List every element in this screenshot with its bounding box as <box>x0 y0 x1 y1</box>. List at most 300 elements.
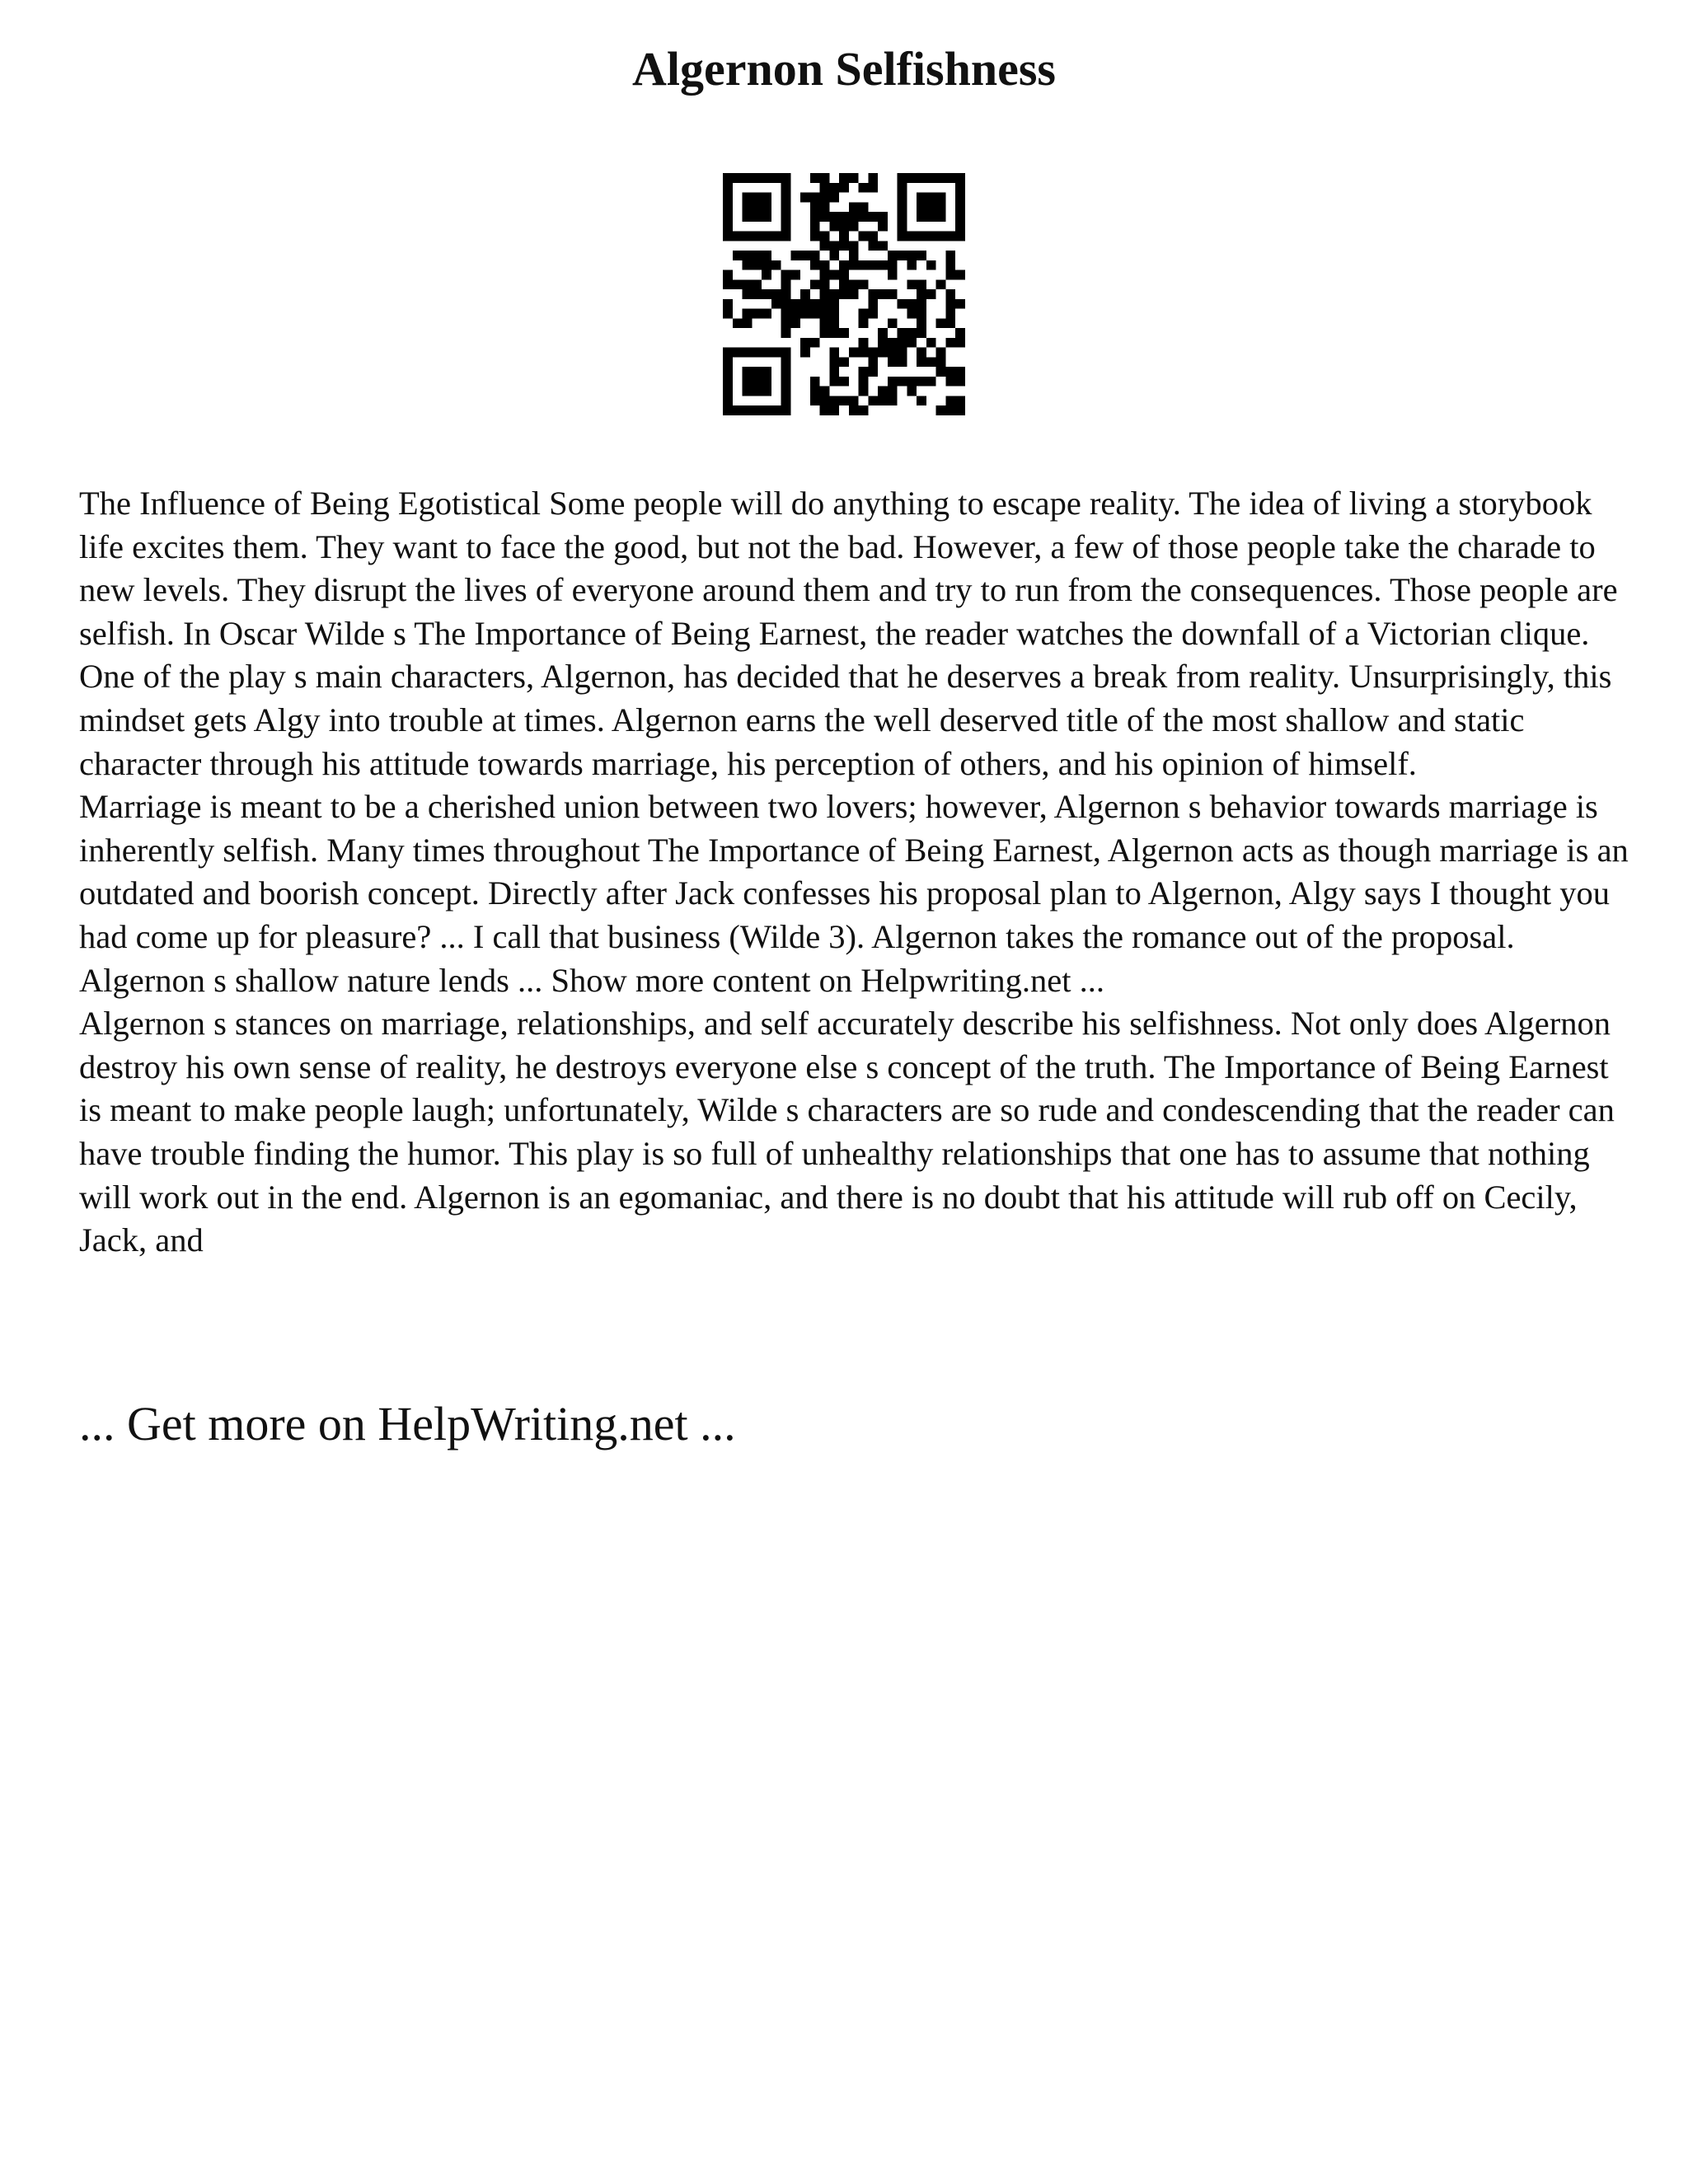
qr-module <box>888 357 898 367</box>
qr-module <box>752 212 762 222</box>
qr-module <box>945 251 955 260</box>
qr-module <box>898 348 907 358</box>
qr-module <box>752 377 762 387</box>
qr-module <box>790 270 800 280</box>
qr-module <box>762 367 771 377</box>
qr-module <box>936 212 946 222</box>
qr-module <box>878 289 888 299</box>
qr-module <box>829 241 839 251</box>
qr-module <box>829 183 839 193</box>
qr-module <box>829 328 839 338</box>
qr-module <box>820 260 830 270</box>
qr-module <box>790 318 800 328</box>
qr-module <box>810 387 820 396</box>
qr-module <box>723 377 733 387</box>
qr-module <box>945 318 955 328</box>
qr-module <box>810 279 820 289</box>
qr-module <box>820 279 830 289</box>
qr-module <box>733 173 743 183</box>
qr-module <box>829 299 839 309</box>
qr-module <box>878 396 888 405</box>
qr-module <box>790 309 800 319</box>
qr-module <box>849 279 859 289</box>
qr-module <box>878 212 888 222</box>
qr-module <box>820 289 830 299</box>
qr-module <box>723 183 733 193</box>
qr-module <box>936 357 946 367</box>
qr-module <box>723 348 733 358</box>
qr-module <box>752 367 762 377</box>
qr-module <box>955 232 965 241</box>
qr-module <box>898 251 907 260</box>
qr-module <box>829 318 839 328</box>
qr-module <box>868 367 878 377</box>
qr-module <box>898 299 907 309</box>
qr-module <box>829 357 839 367</box>
qr-module <box>829 377 839 387</box>
qr-module <box>800 338 810 348</box>
qr-module <box>917 173 926 183</box>
qr-module <box>762 348 771 358</box>
qr-module <box>723 357 733 367</box>
qr-module <box>743 260 753 270</box>
qr-module <box>859 338 869 348</box>
qr-module <box>781 183 791 193</box>
qr-module <box>907 279 917 289</box>
qr-module <box>829 348 839 358</box>
qr-module <box>790 299 800 309</box>
qr-module <box>762 387 771 396</box>
qr-module <box>907 338 917 348</box>
qr-module <box>839 212 849 222</box>
qr-module <box>771 232 781 241</box>
qr-module <box>829 251 839 260</box>
qr-module <box>829 309 839 319</box>
qr-module <box>733 348 743 358</box>
qr-module <box>907 328 917 338</box>
qr-module <box>752 260 762 270</box>
qr-module <box>945 232 955 241</box>
qr-module <box>771 348 781 358</box>
qr-module <box>839 328 849 338</box>
page-title: Algernon Selfishness <box>631 42 1056 96</box>
qr-module <box>820 328 830 338</box>
qr-module <box>849 251 859 260</box>
qr-module <box>839 260 849 270</box>
qr-module <box>849 241 859 251</box>
qr-module <box>839 270 849 280</box>
qr-module <box>936 279 946 289</box>
qr-module <box>898 357 907 367</box>
qr-module <box>781 212 791 222</box>
qr-module <box>839 396 849 405</box>
qr-module <box>781 309 791 319</box>
qr-module <box>859 202 869 212</box>
qr-module <box>810 309 820 319</box>
qr-module <box>781 289 791 299</box>
qr-module <box>839 279 849 289</box>
qr-module <box>820 396 830 405</box>
qr-module <box>810 377 820 387</box>
qr-module <box>810 260 820 270</box>
qr-module <box>926 357 936 367</box>
qr-module <box>762 193 771 203</box>
qr-module <box>936 232 946 241</box>
qr-module <box>926 232 936 241</box>
qr-module <box>743 251 753 260</box>
qr-module <box>839 241 849 251</box>
qr-module <box>723 299 733 309</box>
qr-module <box>868 173 878 183</box>
qr-module <box>917 251 926 260</box>
qr-module <box>907 387 917 396</box>
qr-module <box>743 212 753 222</box>
qr-module <box>810 338 820 348</box>
qr-module <box>810 173 820 183</box>
qr-module <box>800 289 810 299</box>
qr-module <box>917 377 926 387</box>
qr-module <box>820 318 830 328</box>
qr-module <box>917 212 926 222</box>
qr-module <box>839 289 849 299</box>
qr-module <box>868 357 878 367</box>
qr-code-icon <box>723 173 965 415</box>
qr-module <box>762 260 771 270</box>
qr-module <box>907 232 917 241</box>
qr-module <box>762 405 771 415</box>
qr-module <box>907 377 917 387</box>
qr-module <box>859 348 869 358</box>
qr-module <box>859 405 869 415</box>
qr-module <box>829 396 839 405</box>
qr-module <box>829 405 839 415</box>
qr-module <box>936 318 946 328</box>
qr-module <box>800 251 810 260</box>
qr-module <box>810 232 820 241</box>
qr-module <box>733 279 743 289</box>
qr-module <box>771 299 781 309</box>
qr-module <box>723 212 733 222</box>
qr-module <box>926 338 936 348</box>
qr-module <box>917 348 926 358</box>
qr-module <box>888 270 898 280</box>
qr-module <box>898 328 907 338</box>
qr-module <box>810 396 820 405</box>
qr-module <box>752 405 762 415</box>
qr-module <box>839 183 849 193</box>
paragraph-3: Algernon s stances on marriage, relationships, and self accurately describe his selfishness. Not only does Algernon destroy his own sense of reality, he destroys everyone else s concept of the truth. The Importance of Being Earnest is meant to make people laugh; unfortunately, Wilde s characters are so rude and condescending that the reader can have trouble finding the humor. This play is so full of unhealthy relationships that one has to assume that nothing will work out in the end. Algernon is an egomaniac, and there is no doubt that his attitude will rub off on Cecily, Jack, and <box>79 1005 1615 1259</box>
qr-module <box>898 338 907 348</box>
qr-module <box>723 232 733 241</box>
qr-module <box>849 260 859 270</box>
qr-module <box>936 202 946 212</box>
qr-module <box>878 241 888 251</box>
qr-module <box>955 377 965 387</box>
qr-module <box>762 289 771 299</box>
qr-module <box>781 377 791 387</box>
qr-module <box>859 279 869 289</box>
qr-module <box>955 396 965 405</box>
qr-module <box>926 260 936 270</box>
qr-module <box>868 212 878 222</box>
qr-module <box>781 367 791 377</box>
qr-module <box>926 173 936 183</box>
qr-module <box>888 260 898 270</box>
qr-module <box>752 387 762 396</box>
qr-module <box>752 193 762 203</box>
qr-module <box>829 270 839 280</box>
qr-module <box>839 377 849 387</box>
qr-module <box>955 338 965 348</box>
qr-module <box>917 396 926 405</box>
qr-module <box>936 348 946 358</box>
qr-module <box>820 212 830 222</box>
qr-module <box>781 348 791 358</box>
qr-module <box>762 232 771 241</box>
qr-module <box>955 270 965 280</box>
qr-module <box>771 260 781 270</box>
qr-module <box>800 299 810 309</box>
qr-module <box>955 202 965 212</box>
qr-module <box>945 270 955 280</box>
qr-module <box>955 183 965 193</box>
qr-module <box>781 173 791 183</box>
qr-module <box>878 338 888 348</box>
qr-module <box>898 183 907 193</box>
qr-module <box>820 270 830 280</box>
qr-module <box>781 318 791 328</box>
qr-module <box>800 309 810 319</box>
qr-module <box>888 338 898 348</box>
qr-module <box>839 357 849 367</box>
qr-module <box>907 309 917 319</box>
qr-module <box>781 328 791 338</box>
qr-module <box>810 212 820 222</box>
qr-module <box>955 328 965 338</box>
qr-module <box>723 279 733 289</box>
qr-module <box>907 173 917 183</box>
qr-module <box>907 299 917 309</box>
qr-module <box>888 348 898 358</box>
qr-module <box>936 193 946 203</box>
qr-module <box>945 396 955 405</box>
qr-module <box>888 377 898 387</box>
qr-module <box>936 173 946 183</box>
qr-module <box>743 202 753 212</box>
qr-module <box>752 348 762 358</box>
qr-module <box>849 173 859 183</box>
qr-module <box>733 318 743 328</box>
qr-module <box>781 396 791 405</box>
qr-module <box>743 348 753 358</box>
qr-module <box>752 251 762 260</box>
qr-module <box>723 270 733 280</box>
qr-module <box>926 377 936 387</box>
qr-module <box>810 202 820 212</box>
qr-module <box>955 367 965 377</box>
qr-module <box>859 318 869 328</box>
qr-module <box>743 232 753 241</box>
qr-module <box>800 348 810 358</box>
qr-module <box>898 377 907 387</box>
qr-module <box>771 173 781 183</box>
qr-module <box>945 299 955 309</box>
qr-module <box>945 377 955 387</box>
qr-module <box>820 299 830 309</box>
qr-module <box>781 299 791 309</box>
qr-module <box>723 405 733 415</box>
qr-module <box>723 173 733 183</box>
get-more-link[interactable]: ... Get more on HelpWriting.net ... <box>79 1397 736 1451</box>
qr-module <box>917 289 926 299</box>
qr-module <box>723 309 733 319</box>
qr-module <box>955 212 965 222</box>
qr-module <box>907 251 917 260</box>
qr-module <box>945 173 955 183</box>
qr-module <box>859 309 869 319</box>
qr-module <box>752 279 762 289</box>
qr-module <box>723 222 733 232</box>
qr-module <box>888 396 898 405</box>
qr-module <box>955 173 965 183</box>
qr-module <box>917 357 926 367</box>
qr-module <box>829 222 839 232</box>
qr-module <box>926 212 936 222</box>
qr-module <box>810 222 820 232</box>
qr-module <box>898 202 907 212</box>
qr-module <box>839 173 849 183</box>
qr-module <box>762 270 771 280</box>
qr-module <box>859 387 869 396</box>
qr-module <box>868 348 878 358</box>
qr-module <box>917 299 926 309</box>
qr-module <box>859 260 869 270</box>
qr-module <box>723 193 733 203</box>
qr-module <box>917 328 926 338</box>
qr-module <box>945 367 955 377</box>
qr-module <box>868 232 878 241</box>
qr-module <box>907 260 917 270</box>
qr-module <box>917 309 926 319</box>
qr-module <box>743 318 753 328</box>
qr-module <box>820 193 830 203</box>
qr-module <box>790 251 800 260</box>
qr-module <box>743 367 753 377</box>
qr-module <box>743 387 753 396</box>
qr-module <box>849 222 859 232</box>
qr-module <box>762 251 771 260</box>
qr-module <box>917 232 926 241</box>
article-body <box>79 482 1629 1263</box>
qr-module <box>839 232 849 241</box>
qr-module <box>820 202 830 212</box>
qr-module <box>752 309 762 319</box>
qr-module <box>849 212 859 222</box>
qr-module <box>743 289 753 299</box>
qr-module <box>898 232 907 241</box>
qr-module <box>868 241 878 251</box>
qr-module <box>888 289 898 299</box>
qr-module <box>733 232 743 241</box>
qr-module <box>752 202 762 212</box>
qr-module <box>868 299 878 309</box>
qr-module <box>926 193 936 203</box>
qr-module <box>723 367 733 377</box>
qr-module <box>743 377 753 387</box>
qr-module <box>723 387 733 396</box>
qr-module <box>743 309 753 319</box>
qr-module <box>781 405 791 415</box>
qr-module <box>868 260 878 270</box>
qr-module <box>733 251 743 260</box>
qr-module <box>752 173 762 183</box>
qr-module <box>820 405 830 415</box>
qr-module <box>859 377 869 387</box>
qr-module <box>849 348 859 358</box>
paragraph-1: The Influence of Being Egotistical Some people will do anything to escape reality. The idea of living a storybook life excites them. They want to face the good, but not the bad. However, a few of those people take the charade to new levels. They disrupt the lives of everyone around them and try to run from the consequences. Those people are selfish. In Oscar Wilde s The Importance of Being Earnest, the reader watches the downfall of a Victorian clique. One of the play s main characters, Algernon, has decided that he deserves a break from reality. Unsurprisingly, this mindset gets Algy into trouble at times. Algernon earns the well deserved title of the most shallow and static character through his attitude towards marriage, his perception of others, and his opinion of himself. <box>79 485 1618 782</box>
qr-module <box>781 222 791 232</box>
qr-module <box>752 232 762 241</box>
qr-module <box>800 193 810 203</box>
qr-module <box>762 212 771 222</box>
qr-module <box>888 318 898 328</box>
qr-module <box>926 202 936 212</box>
qr-module <box>781 232 791 241</box>
qr-module <box>868 183 878 193</box>
qr-module <box>859 212 869 222</box>
qr-module <box>762 202 771 212</box>
qr-module <box>945 289 955 299</box>
qr-module <box>868 289 878 299</box>
qr-module <box>945 405 955 415</box>
qr-module <box>781 202 791 212</box>
qr-module <box>771 405 781 415</box>
qr-module <box>945 338 955 348</box>
qr-module <box>936 367 946 377</box>
qr-module <box>898 193 907 203</box>
qr-module <box>781 270 791 280</box>
qr-module <box>820 241 830 251</box>
qr-module <box>955 299 965 309</box>
qr-module <box>898 222 907 232</box>
qr-module <box>781 193 791 203</box>
qr-module <box>917 193 926 203</box>
qr-module <box>878 348 888 358</box>
qr-module <box>781 357 791 367</box>
qr-module <box>945 309 955 319</box>
qr-module <box>820 173 830 183</box>
qr-module <box>849 405 859 415</box>
qr-module <box>859 232 869 241</box>
qr-module <box>829 367 839 377</box>
qr-module <box>926 289 936 299</box>
qr-module <box>781 387 791 396</box>
qr-module <box>829 289 839 299</box>
qr-module <box>955 405 965 415</box>
qr-module <box>820 183 830 193</box>
qr-module <box>762 173 771 183</box>
qr-module <box>743 405 753 415</box>
qr-module <box>859 367 869 377</box>
qr-module <box>849 202 859 212</box>
qr-module <box>888 387 898 396</box>
qr-module <box>878 387 888 396</box>
qr-module <box>820 309 830 319</box>
qr-module <box>888 251 898 260</box>
qr-module <box>743 279 753 289</box>
qr-module <box>859 183 869 193</box>
qr-module <box>917 279 926 289</box>
